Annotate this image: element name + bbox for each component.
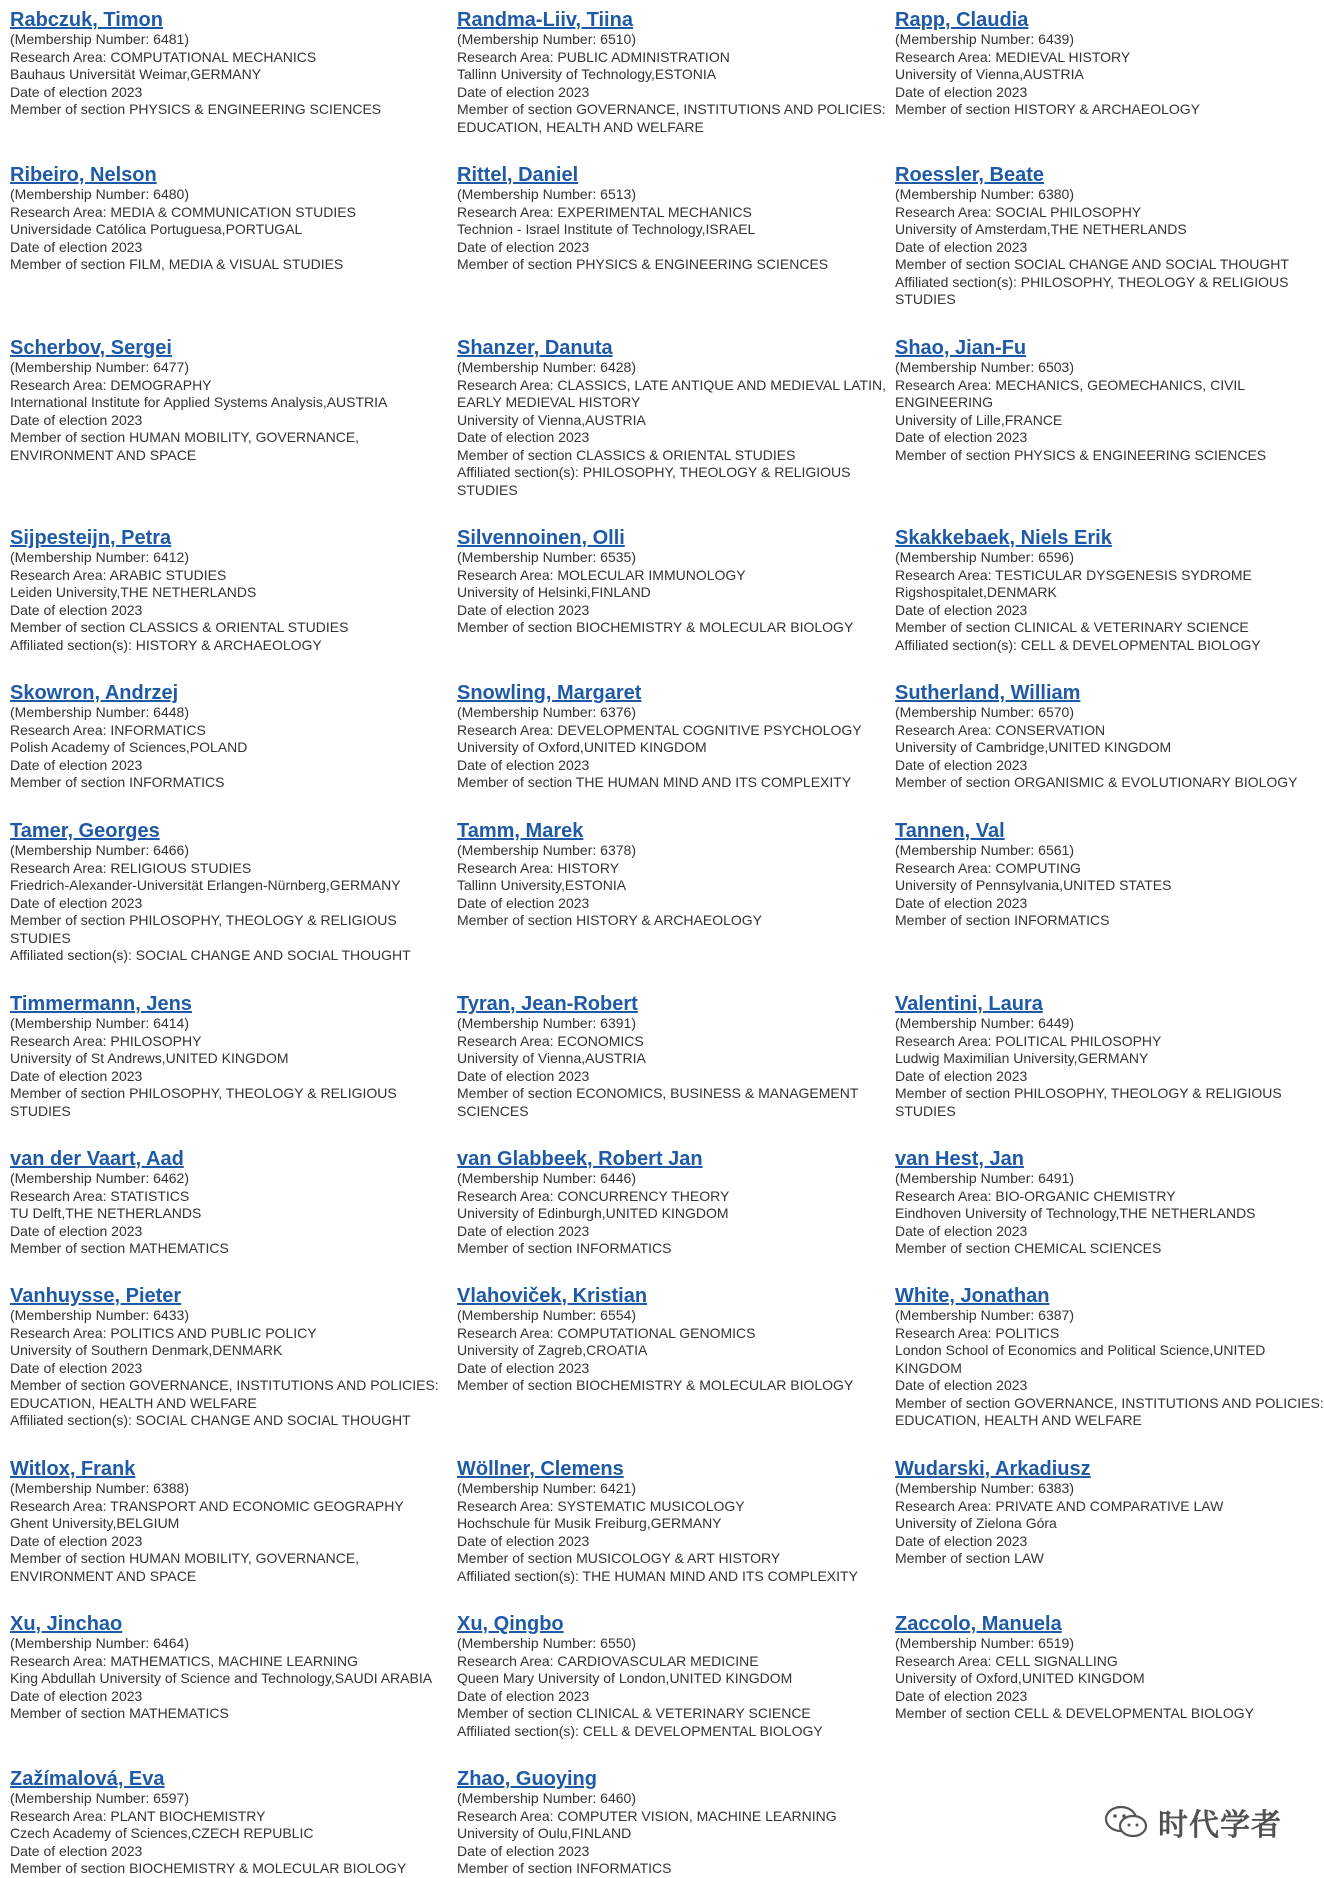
affiliated-sections: Affiliated section(s): SOCIAL CHANGE AND SOCIAL THOUGHT [10, 947, 411, 963]
membership-number: (Membership Number: 6597) [10, 1790, 189, 1806]
member-name-link[interactable]: Randma-Liiv, Tiina [457, 9, 633, 31]
member-name-link[interactable]: White, Jonathan [895, 1285, 1050, 1307]
membership-number: (Membership Number: 6535) [457, 549, 636, 565]
research-area: Research Area: EXPERIMENTAL MECHANICS [457, 203, 752, 220]
member-name-link[interactable]: Zažímalová, Eva [10, 1768, 165, 1790]
member-card [457, 164, 897, 274]
election-date: Date of election 2023 [895, 1687, 1028, 1704]
membership-number: (Membership Number: 6513) [457, 186, 636, 202]
member-section: Member of section MATHEMATICS [10, 1705, 229, 1721]
member-section: Member of section CLINICAL & VETERINARY SCIENCE [457, 1705, 811, 1721]
research-area: Research Area: POLITICAL PHILOSOPHY [895, 1032, 1162, 1049]
institution: Technion - Israel Institute of Technology,ISRAEL [457, 221, 756, 237]
institution: Czech Academy of Sciences,CZECH REPUBLIC [10, 1825, 314, 1841]
membership-number: (Membership Number: 6460) [457, 1790, 636, 1806]
member-card [895, 1285, 1324, 1430]
member-section: Member of section CHEMICAL SCIENCES [895, 1240, 1162, 1256]
member-section: Member of section FILM, MEDIA & VISUAL STUDIES [10, 256, 344, 272]
research-area: Research Area: POLITICS AND PUBLIC POLICY [10, 1324, 317, 1341]
membership-number: (Membership Number: 6446) [457, 1170, 636, 1186]
research-area: Research Area: HISTORY [457, 859, 620, 876]
membership-number: (Membership Number: 6480) [10, 186, 189, 202]
election-date: Date of election 2023 [895, 1067, 1028, 1084]
election-date: Date of election 2023 [10, 601, 143, 618]
institution: University of St Andrews,UNITED KINGDOM [10, 1050, 289, 1066]
membership-number: (Membership Number: 6412) [10, 549, 189, 565]
member-card [895, 820, 1324, 930]
membership-number: (Membership Number: 6570) [895, 704, 1074, 720]
member-card [10, 993, 450, 1120]
member-name-link[interactable]: Tamer, Georges [10, 820, 160, 842]
member-section: Member of section INFORMATICS [895, 912, 1110, 928]
research-area: Research Area: TESTICULAR DYSGENESIS SYDROME [895, 566, 1252, 583]
membership-number: (Membership Number: 6510) [457, 31, 636, 47]
member-section: Member of section BIOCHEMISTRY & MOLECULAR BIOLOGY [457, 1377, 854, 1393]
election-date: Date of election 2023 [10, 1532, 143, 1549]
affiliated-sections: Affiliated section(s): CELL & DEVELOPMENTAL BIOLOGY [457, 1722, 823, 1739]
research-area: Research Area: CONCURRENCY THEORY [457, 1187, 730, 1204]
election-date: Date of election 2023 [457, 1687, 590, 1704]
member-card [10, 1458, 450, 1585]
election-date: Date of election 2023 [457, 1222, 590, 1239]
research-area: Research Area: COMPUTATIONAL MECHANICS [10, 48, 317, 65]
member-section: Member of section HUMAN MOBILITY, GOVERNANCE, ENVIRONMENT AND SPACE [10, 1550, 360, 1584]
member-card [457, 1285, 897, 1395]
member-name-link[interactable]: Ribeiro, Nelson [10, 164, 157, 186]
member-card [895, 1458, 1324, 1568]
member-section: Member of section ORGANISMIC & EVOLUTIONARY BIOLOGY [895, 774, 1298, 790]
institution: TU Delft,THE NETHERLANDS [10, 1205, 202, 1221]
research-area: Research Area: PHILOSOPHY [10, 1032, 202, 1049]
member-section: Member of section INFORMATICS [10, 774, 225, 790]
member-section: Member of section PHILOSOPHY, THEOLOGY & RELIGIOUS STUDIES [10, 912, 397, 946]
member-name-link[interactable]: Zhao, Guoying [457, 1768, 597, 1790]
research-area: Research Area: COMPUTING [895, 859, 1081, 876]
member-name-link[interactable]: Rittel, Daniel [457, 164, 579, 186]
member-section: Member of section INFORMATICS [457, 1240, 672, 1256]
member-name-link[interactable]: Wöllner, Clemens [457, 1458, 624, 1480]
member-name-link[interactable]: Skowron, Andrzej [10, 682, 179, 704]
election-date: Date of election 2023 [895, 1222, 1028, 1239]
election-date: Date of election 2023 [895, 238, 1028, 255]
institution: London School of Economics and Political Science,UNITED KINGDOM [895, 1342, 1266, 1376]
membership-number: (Membership Number: 6383) [895, 1480, 1074, 1496]
election-date: Date of election 2023 [10, 1687, 143, 1704]
member-card [10, 1285, 450, 1430]
membership-number: (Membership Number: 6554) [457, 1307, 636, 1323]
member-card [457, 820, 897, 930]
member-card [10, 820, 450, 965]
election-date: Date of election 2023 [895, 894, 1028, 911]
election-date: Date of election 2023 [457, 1532, 590, 1549]
research-area: Research Area: SOCIAL PHILOSOPHY [895, 203, 1142, 220]
election-date: Date of election 2023 [10, 894, 143, 911]
affiliated-sections: Affiliated section(s): THE HUMAN MIND AND ITS COMPLEXITY [457, 1567, 858, 1584]
member-card [457, 1148, 897, 1258]
member-name-link[interactable]: Timmermann, Jens [10, 993, 192, 1015]
research-area: Research Area: TRANSPORT AND ECONOMIC GEOGRAPHY [10, 1497, 404, 1514]
member-card [457, 1768, 897, 1878]
membership-number: (Membership Number: 6466) [10, 842, 189, 858]
membership-number: (Membership Number: 6596) [895, 549, 1074, 565]
member-section: Member of section BIOCHEMISTRY & MOLECULAR BIOLOGY [457, 619, 854, 635]
research-area: Research Area: MATHEMATICS, MACHINE LEARNING [10, 1652, 359, 1669]
membership-number: (Membership Number: 6387) [895, 1307, 1074, 1323]
member-section: Member of section HISTORY & ARCHAEOLOGY [895, 101, 1201, 117]
election-date: Date of election 2023 [457, 83, 590, 100]
election-date: Date of election 2023 [895, 429, 1028, 445]
research-area: Research Area: PLANT BIOCHEMISTRY [10, 1807, 266, 1824]
member-section: Member of section CLASSICS & ORIENTAL STUDIES [10, 619, 349, 635]
member-card [895, 164, 1324, 309]
member-section: Member of section PHYSICS & ENGINEERING SCIENCES [457, 256, 829, 272]
member-name-link[interactable]: Tannen, Val [895, 820, 1005, 842]
member-name-link[interactable]: Xu, Qingbo [457, 1613, 564, 1635]
institution: Ghent University,BELGIUM [10, 1515, 180, 1531]
research-area: Research Area: POLITICS [895, 1324, 1060, 1341]
research-area: Research Area: CARDIOVASCULAR MEDICINE [457, 1652, 759, 1669]
institution: University of Zielona Góra [895, 1515, 1057, 1531]
membership-number: (Membership Number: 6561) [895, 842, 1074, 858]
member-name-link[interactable]: Rabczuk, Timon [10, 9, 163, 31]
member-section: Member of section INFORMATICS [457, 1860, 672, 1876]
research-area: Research Area: BIO-ORGANIC CHEMISTRY [895, 1187, 1176, 1204]
membership-number: (Membership Number: 6519) [895, 1635, 1074, 1651]
research-area: Research Area: MEDIA & COMMUNICATION STUDIES [10, 203, 356, 220]
member-card [457, 337, 897, 499]
election-date: Date of election 2023 [10, 1359, 143, 1376]
affiliated-sections: Affiliated section(s): PHILOSOPHY, THEOLOGY & RELIGIOUS STUDIES [895, 273, 1289, 307]
member-card [457, 527, 897, 637]
election-date: Date of election 2023 [457, 756, 590, 773]
institution: University of Edinburgh,UNITED KINGDOM [457, 1205, 729, 1221]
research-area: Research Area: CELL SIGNALLING [895, 1652, 1118, 1669]
member-name-link[interactable]: van Glabbeek, Robert Jan [457, 1148, 703, 1170]
member-section: Member of section GOVERNANCE, INSTITUTIONS AND POLICIES: EDUCATION, HEALTH AND WELFARE [10, 1377, 439, 1411]
affiliated-sections: Affiliated section(s): CELL & DEVELOPMENTAL BIOLOGY [895, 636, 1261, 653]
member-name-link[interactable]: Valentini, Laura [895, 993, 1043, 1015]
affiliated-sections: Affiliated section(s): SOCIAL CHANGE AND SOCIAL THOUGHT [10, 1412, 411, 1428]
research-area: Research Area: PRIVATE AND COMPARATIVE LAW [895, 1497, 1224, 1514]
member-card [895, 682, 1324, 792]
member-card [10, 1613, 450, 1723]
election-date: Date of election 2023 [10, 83, 143, 100]
member-card [895, 337, 1324, 464]
institution: Polish Academy of Sciences,POLAND [10, 739, 248, 755]
member-card [895, 1613, 1324, 1723]
research-area: Research Area: RELIGIOUS STUDIES [10, 859, 252, 876]
election-date: Date of election 2023 [10, 1067, 143, 1084]
research-area: Research Area: CONSERVATION [895, 721, 1106, 738]
membership-number: (Membership Number: 6376) [457, 704, 636, 720]
member-name-link[interactable]: Shao, Jian-Fu [895, 337, 1027, 359]
election-date: Date of election 2023 [10, 1842, 143, 1859]
institution: University of Oxford,UNITED KINGDOM [457, 739, 707, 755]
member-section: Member of section GOVERNANCE, INSTITUTIONS AND POLICIES: EDUCATION, HEALTH AND WELFARE [457, 101, 886, 135]
member-name-link[interactable]: van Hest, Jan [895, 1148, 1024, 1170]
institution: Tallinn University,ESTONIA [457, 877, 627, 893]
membership-number: (Membership Number: 6433) [10, 1307, 189, 1323]
member-card [895, 993, 1324, 1120]
membership-number: (Membership Number: 6380) [895, 186, 1074, 202]
member-card [10, 682, 450, 792]
membership-number: (Membership Number: 6388) [10, 1480, 189, 1496]
member-card [457, 682, 897, 792]
membership-number: (Membership Number: 6448) [10, 704, 189, 720]
institution: University of Vienna,AUSTRIA [457, 411, 646, 428]
member-name-link[interactable]: Skakkebaek, Niels Erik [895, 527, 1112, 549]
membership-number: (Membership Number: 6462) [10, 1170, 189, 1186]
research-area: Research Area: DEVELOPMENTAL COGNITIVE PSYCHOLOGY [457, 721, 862, 738]
institution: University of Vienna,AUSTRIA [457, 1050, 646, 1066]
election-date: Date of election 2023 [457, 601, 590, 618]
institution: Leiden University,THE NETHERLANDS [10, 584, 257, 600]
research-area: Research Area: ARABIC STUDIES [10, 566, 227, 583]
member-name-link[interactable]: Vanhuysse, Pieter [10, 1285, 182, 1307]
member-section: Member of section BIOCHEMISTRY & MOLECULAR BIOLOGY [10, 1860, 407, 1876]
membership-number: (Membership Number: 6464) [10, 1635, 189, 1651]
institution: University of Oxford,UNITED KINGDOM [895, 1670, 1145, 1686]
research-area: Research Area: MEDIEVAL HISTORY [895, 48, 1131, 65]
institution: Rigshospitalet,DENMARK [895, 584, 1057, 600]
member-name-link[interactable]: Scherbov, Sergei [10, 337, 172, 359]
member-name-link[interactable]: Witlox, Frank [10, 1458, 136, 1480]
institution: University of Zagreb,CROATIA [457, 1342, 648, 1358]
affiliated-sections: Affiliated section(s): HISTORY & ARCHAEOLOGY [10, 636, 322, 653]
membership-number: (Membership Number: 6477) [10, 359, 189, 375]
member-card [10, 164, 450, 274]
election-date: Date of election 2023 [895, 83, 1028, 100]
watermark-text: 时代学者 [1158, 1808, 1282, 1843]
research-area: Research Area: MECHANICS, GEOMECHANICS, CIVIL ENGINEERING [895, 376, 1245, 410]
research-area: Research Area: INFORMATICS [10, 721, 206, 738]
member-card [10, 337, 450, 464]
institution: Ludwig Maximilian University,GERMANY [895, 1050, 1149, 1066]
member-card [895, 1148, 1324, 1258]
wechat-icon [1102, 1804, 1150, 1840]
election-date: Date of election 2023 [10, 238, 143, 255]
member-card [895, 9, 1324, 119]
member-name-link[interactable]: Shanzer, Danuta [457, 337, 613, 359]
election-date: Date of election 2023 [457, 1067, 590, 1084]
member-name-link[interactable]: Zaccolo, Manuela [895, 1613, 1062, 1635]
member-section: Member of section MUSICOLOGY & ART HISTORY [457, 1550, 781, 1566]
affiliated-sections: Affiliated section(s): PHILOSOPHY, THEOLOGY & RELIGIOUS STUDIES [457, 464, 851, 498]
member-card [457, 1613, 897, 1740]
research-area: Research Area: CLASSICS, LATE ANTIQUE AND MEDIEVAL LATIN, EARLY MEDIEVAL HISTORY [457, 376, 886, 410]
election-date: Date of election 2023 [10, 411, 143, 428]
institution: International Institute for Applied Systems Analysis,AUSTRIA [10, 394, 388, 410]
election-date: Date of election 2023 [10, 1222, 143, 1239]
member-name-link[interactable]: Vlahoviček, Kristian [457, 1285, 648, 1307]
member-section: Member of section ECONOMICS, BUSINESS & MANAGEMENT SCIENCES [457, 1085, 859, 1119]
member-section: Member of section CELL & DEVELOPMENTAL BIOLOGY [895, 1705, 1254, 1721]
election-date: Date of election 2023 [10, 756, 143, 773]
member-name-link[interactable]: Tyran, Jean-Robert [457, 993, 638, 1015]
member-name-link[interactable]: Tamm, Marek [457, 820, 584, 842]
institution: University of Oulu,FINLAND [457, 1825, 632, 1841]
research-area: Research Area: STATISTICS [10, 1187, 190, 1204]
member-name-link[interactable]: Sutherland, William [895, 682, 1081, 704]
member-name-link[interactable]: Roessler, Beate [895, 164, 1044, 186]
institution: University of Vienna,AUSTRIA [895, 66, 1084, 82]
election-date: Date of election 2023 [457, 238, 590, 255]
member-card [457, 9, 897, 136]
institution: University of Cambridge,UNITED KINGDOM [895, 739, 1172, 755]
member-card [10, 1768, 450, 1878]
research-area: Research Area: PUBLIC ADMINISTRATION [457, 48, 730, 65]
institution: Tallinn University of Technology,ESTONIA [457, 66, 717, 82]
institution: University of Pennsylvania,UNITED STATES [895, 877, 1172, 893]
member-section: Member of section CLINICAL & VETERINARY SCIENCE [895, 619, 1249, 635]
membership-number: (Membership Number: 6439) [895, 31, 1074, 47]
membership-number: (Membership Number: 6391) [457, 1015, 636, 1031]
membership-number: (Membership Number: 6503) [895, 359, 1074, 375]
member-section: Member of section LAW [895, 1550, 1044, 1566]
member-section: Member of section PHILOSOPHY, THEOLOGY & RELIGIOUS STUDIES [895, 1085, 1282, 1119]
member-section: Member of section MATHEMATICS [10, 1240, 229, 1256]
member-card [895, 527, 1324, 654]
institution: University of Southern Denmark,DENMARK [10, 1342, 283, 1358]
member-section: Member of section HISTORY & ARCHAEOLOGY [457, 912, 763, 928]
institution: Hochschule für Musik Freiburg,GERMANY [457, 1515, 722, 1531]
election-date: Date of election 2023 [457, 894, 590, 911]
research-area: Research Area: MOLECULAR IMMUNOLOGY [457, 566, 746, 583]
membership-number: (Membership Number: 6449) [895, 1015, 1074, 1031]
member-name-link[interactable]: Sijpesteijn, Petra [10, 527, 172, 549]
membership-number: (Membership Number: 6491) [895, 1170, 1074, 1186]
member-card [10, 9, 450, 119]
member-card [10, 527, 450, 654]
membership-number: (Membership Number: 6428) [457, 359, 636, 375]
member-card [457, 1458, 897, 1585]
member-name-link[interactable]: Xu, Jinchao [10, 1613, 123, 1635]
institution: Queen Mary University of London,UNITED KINGDOM [457, 1670, 793, 1686]
research-area: Research Area: ECONOMICS [457, 1032, 644, 1049]
membership-number: (Membership Number: 6481) [10, 31, 189, 47]
member-card [457, 993, 897, 1120]
member-section: Member of section SOCIAL CHANGE AND SOCIAL THOUGHT [895, 256, 1289, 272]
research-area: Research Area: SYSTEMATIC MUSICOLOGY [457, 1497, 745, 1514]
member-section: Member of section HUMAN MOBILITY, GOVERNANCE, ENVIRONMENT AND SPACE [10, 429, 360, 463]
institution: King Abdullah University of Science and Technology,SAUDI ARABIA [10, 1670, 433, 1686]
member-section: Member of section PHYSICS & ENGINEERING SCIENCES [10, 101, 382, 117]
election-date: Date of election 2023 [895, 601, 1028, 618]
election-date: Date of election 2023 [457, 429, 590, 445]
member-name-link[interactable]: van der Vaart, Aad [10, 1148, 184, 1170]
member-name-link[interactable]: Snowling, Margaret [457, 682, 642, 704]
institution: Friedrich-Alexander-Universität Erlangen-Nürnberg,GERMANY [10, 877, 401, 893]
member-section: Member of section THE HUMAN MIND AND ITS COMPLEXITY [457, 774, 852, 790]
institution: University of Amsterdam,THE NETHERLANDS [895, 221, 1187, 237]
institution: Universidade Católica Portuguesa,PORTUGAL [10, 221, 303, 237]
research-area: Research Area: COMPUTATIONAL GENOMICS [457, 1324, 756, 1341]
member-section: Member of section PHILOSOPHY, THEOLOGY & RELIGIOUS STUDIES [10, 1085, 397, 1119]
membership-number: (Membership Number: 6378) [457, 842, 636, 858]
election-date: Date of election 2023 [895, 1532, 1028, 1549]
research-area: Research Area: COMPUTER VISION, MACHINE LEARNING [457, 1807, 837, 1824]
member-name-link[interactable]: Silvennoinen, Olli [457, 527, 625, 549]
election-date: Date of election 2023 [895, 1377, 1028, 1393]
election-date: Date of election 2023 [457, 1359, 590, 1376]
member-name-link[interactable]: Rapp, Claudia [895, 9, 1029, 31]
member-section: Member of section CLASSICS & ORIENTAL STUDIES [457, 446, 796, 463]
institution: University of Lille,FRANCE [895, 411, 1063, 428]
member-name-link[interactable]: Wudarski, Arkadiusz [895, 1458, 1091, 1480]
member-section: Member of section GOVERNANCE, INSTITUTIONS AND POLICIES: EDUCATION, HEALTH AND WELFARE [895, 1394, 1324, 1428]
institution: Bauhaus Universität Weimar,GERMANY [10, 66, 262, 82]
institution: University of Helsinki,FINLAND [457, 584, 651, 600]
membership-number: (Membership Number: 6550) [457, 1635, 636, 1651]
membership-number: (Membership Number: 6421) [457, 1480, 636, 1496]
membership-number: (Membership Number: 6414) [10, 1015, 189, 1031]
member-section: Member of section PHYSICS & ENGINEERING SCIENCES [895, 446, 1267, 463]
member-card [10, 1148, 450, 1258]
research-area: Research Area: DEMOGRAPHY [10, 376, 212, 393]
institution: Eindhoven University of Technology,THE NETHERLANDS [895, 1205, 1256, 1221]
election-date: Date of election 2023 [457, 1842, 590, 1859]
election-date: Date of election 2023 [895, 756, 1028, 773]
watermark [1102, 1802, 1282, 1842]
